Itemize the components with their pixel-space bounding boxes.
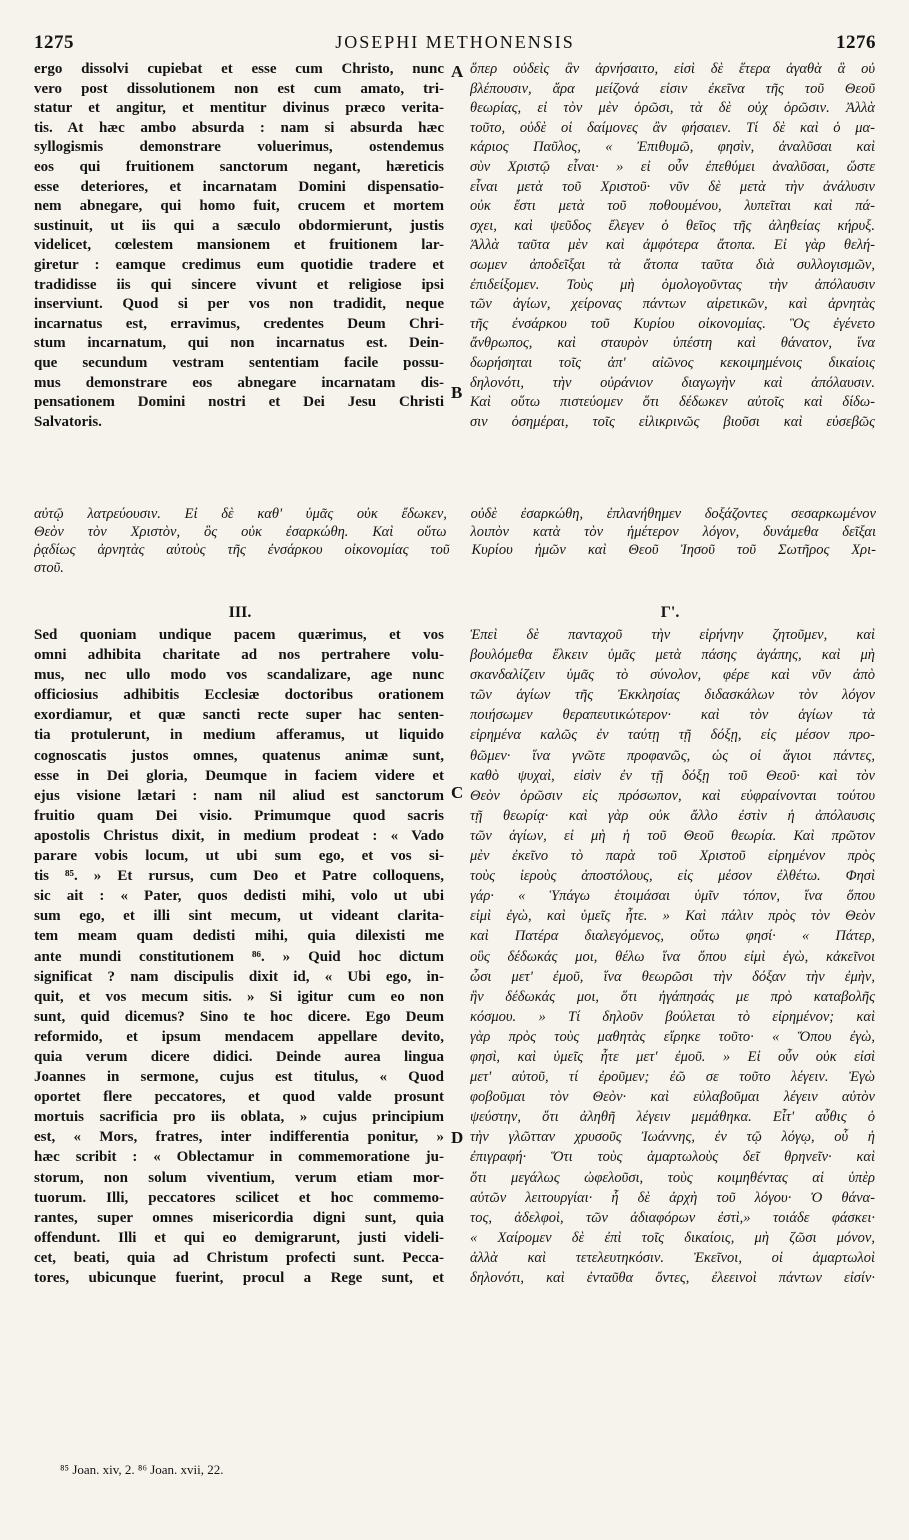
page-number-right: 1276 <box>836 32 876 53</box>
text-line: Salvatoris. <box>34 413 102 430</box>
text-line: nem abnegare, qui homo fuit, crucem et mortem <box>34 198 444 215</box>
text-line: eos qui fruitionem sanctorum negant, hæreticis <box>34 158 444 175</box>
text-line: esse deteriores, et incarnatam Domini dispensatio- <box>34 178 444 195</box>
text-line: exordiamur, et quæ sancti recte super hac senten- <box>34 707 444 724</box>
text-line: καὶ Πατέρα διαλεγόμενος, οὕτω φησί· « Πάτερ, <box>470 928 875 945</box>
text-line: δωρήσηται τοῖς ἀπ' αἰῶνος κεκοιμημένοις δικαίοις <box>470 354 875 371</box>
page-number-left: 1275 <box>34 32 74 53</box>
text-line: τοὺς ἱεροὺς ἀποστόλους, εἰς μέσον ἐλθέτω. Φησὶ <box>470 868 875 885</box>
text-line: officiosius adhibitis Ecclesiæ doctoribus orationem <box>34 687 444 704</box>
text-line: que secundum vestram sententiam facile possu- <box>34 354 444 371</box>
text-line: οὐκ ἔστι μετὰ τοῦ ποθουμένου, λυπεῖται καὶ πά- <box>470 198 875 215</box>
text-line: significat ? nam discipulis dixit id, « Ubi ego, in- <box>34 968 444 985</box>
text-line: κόσμου. » Τί δηλοῦν βούλεται τὸ εἰρημένον; καὶ <box>470 1008 875 1025</box>
text-line: est, « Mors, fratres, inter indifferentia ponitur, » <box>34 1129 444 1146</box>
text-line: rantes, super omnes misericordia digni sunt, quia <box>34 1209 444 1226</box>
text-line: tis ⁸⁵. » Et rursus, cum Deo et Patre colloquens, <box>34 868 444 885</box>
text-line: αὐτῶν λειτουργίαι· ἧ δὲ ἀρχὴ τοῦ λόγου· Ὁ θάνα- <box>470 1189 875 1206</box>
greek-column-top <box>470 60 875 432</box>
text-line: βουλόμεθα ἕλκειν ὑμᾶς μετὰ πάσης ἀγάπης, καὶ μὴ <box>470 647 875 664</box>
text-line: τῶν ἁγίων, χείρονας πάντων αἱρετικῶν, καὶ ἀρνητὰς <box>470 296 875 313</box>
text-line: Sed quoniam undique pacem quærimus, et vos <box>34 627 444 643</box>
text-line: οὓς δέδωκάς μοι, θέλω ἵνα ὅπου εἰμὶ ἐγὼ, κἀκεῖνοι <box>470 948 875 965</box>
text-line: κάριος Παῦλος, « Ἐπιθυμῶ, φησὶν, ἀναλῦσαι καὶ <box>470 139 875 156</box>
text-line: sum ego, et illi sint mecum, ut videant clarita- <box>34 908 444 925</box>
text-line: εἰρημένα καλῶς ἐν ταύτῃ τῇ δόξῃ, εἰς μέσον προ- <box>470 727 875 744</box>
margin-letter-c: C <box>451 783 464 802</box>
text-line: Θεὸν τὸν Χριστὸν, ὃς οὐκ ἐσαρκώθη. Καὶ οὕτω λοιπὸν κατὰ τὸν ἡμέτερον λόγον, δυνάμεθα δεῖξαι <box>34 524 876 540</box>
text-line: σκανδαλίζειν ὑμᾶς τὸ σύνολον, φέρε καὶ νῦν ἀπὸ <box>470 667 875 684</box>
text-line: videlicet, cœlestem mansionem et fruitionem lar- <box>34 237 444 254</box>
text-line: γὰρ πρὸς τοὺς μαθητὰς εἴρηκε τοῦτο· « Ὅπου ἐγὼ, <box>470 1028 875 1045</box>
text-line: τῶν ἁγίων τῆς Ἐκκλησίας διδασκάλων τὸν λόγον <box>470 687 875 704</box>
text-line: τοῦτο, οὐδὲ οἱ δαίμονες ἂν φήσαιεν. Τί δὲ καὶ ὁ μα- <box>470 119 875 136</box>
text-line: ψεύστην, ὅτι ἀληθῆ λέγειν μεμάθηκα. Εἶτ' αὖθις ὁ <box>470 1109 875 1126</box>
text-line: parare vobis locum, ut ubi sum ego, et vos si- <box>34 848 444 865</box>
text-line: δηλονότι, καὶ ἐνταῦθα ὄντες, ἐλεεινοὶ πάντων εἰσίν· <box>470 1270 875 1286</box>
text-line: τὴν γλῶτταν χρυσοῦς Ἰωάννης, ἐν τῷ λόγῳ, οὗ ἡ <box>470 1129 875 1146</box>
text-line: Joannes in sermone, cujus est titulus, « Quod <box>34 1069 444 1086</box>
margin-letter-d: D <box>451 1128 464 1147</box>
text-line: inserviunt. Quod si per vos non tradidit, neque <box>34 296 444 313</box>
section-heading-latin: III. <box>228 604 252 621</box>
text-line: ποιήσωμεν θεραπευτικώτερον· καὶ τὸν ἁγίων τὰ <box>470 707 875 724</box>
text-line: ἀλλὰ καὶ τετελευτηκόσιν. Ἐκεῖνοι, οἱ ἁμαρτωλοὶ <box>470 1249 875 1266</box>
text-line: ἐπιδείξομεν. Τοὺς μὴ ὁμολογοῦντας τὴν ἀπόλαυσιν <box>470 276 875 293</box>
greek-spanning-paragraph <box>34 505 876 577</box>
text-line: καθὸ ψυχαὶ, εἰσὶν ἐν τῇ δόξῃ τοῦ Θεοῦ· καὶ τὸν <box>470 767 875 784</box>
text-line: tradidisse iis qui sincere vivunt et religiose ipsi <box>34 276 444 293</box>
text-line: ejus visione lætari : nam nil aliud est sanctorum <box>34 787 444 804</box>
text-line: ante mundi constitutionem ⁸⁶. » Quid hoc dictum <box>34 948 444 965</box>
text-line: Ἀλλὰ ταῦτα μὲν καὶ ἀμφότερα ἄτοπα. Εἰ γὰρ θελή- <box>470 237 875 254</box>
text-line: ῥᾳδίως ἀρνητὰς αὐτοὺς τῆς ἐνσάρκου οἰκονομίας τοῦ Κυρίου ἡμῶν καὶ Θεοῦ Ἰησοῦ τοῦ Σωτῆρος Χρι- <box>34 542 876 558</box>
greek-column-bottom <box>470 625 875 1288</box>
text-line: Καὶ οὕτω πιστεύομεν ὅτι δέδωκεν αὐτοῖς καὶ δίδω- <box>470 394 875 411</box>
page-header <box>34 32 876 56</box>
text-line: τος, ἀδελφοὶ, τῶν ἀδιαφόρων ἐστὶ,» τοιάδε φάσκει· <box>470 1209 875 1226</box>
text-line: incarnatus est, erravimus, credentes Deum Chri- <box>34 315 444 332</box>
text-line: mus, nec ullo modo vos scandalizare, age nunc <box>34 667 444 684</box>
text-line: omni adhibita charitate ad nos pertrahere volu- <box>34 647 444 664</box>
running-title: JOSEPHI METHONENSIS <box>335 32 575 52</box>
text-line: ἐπιγραφή· Ὅτι τοὺς ἁμαρτωλοὺς δεῖ θρηνεῖν· καὶ <box>470 1149 875 1166</box>
text-line: quit, et vos mecum sitis. » Si igitur cum eo non <box>34 988 444 1005</box>
text-line: ergo dissolvi cupiebat et esse cum Christo, nunc <box>34 61 444 77</box>
text-line: sunt, quid dicemus? Sino te hoc dicere. Ego Deum <box>34 1008 444 1025</box>
text-line: αὐτῷ λατρεύουσιν. Εἰ δὲ καθ' ὑμᾶς οὐκ ἔδωκεν, οὐδὲ ἐσαρκώθη, ἐπλανήθημεν δοξάζοντες σεσαρκωμένον <box>34 506 876 522</box>
text-line: γάρ· « Ὑπάγω ἑτοιμάσαι ὑμῖν τόπον, ἵνα ὅπου <box>470 888 875 905</box>
text-line: βλέπουσιν, ἄρα μείζονά εἰσιν ἐκεῖνα τῆς τοῦ Θεοῦ <box>470 80 875 97</box>
text-line: mortuis sacrificia pro iis oblata, » cujus principium <box>34 1109 444 1126</box>
text-line: φοβοῦμαι τὸν Θεὸν· καὶ εὐλαβοῦμαι λέγειν αὐτὸν <box>470 1089 875 1106</box>
text-line: θῶμεν· ἵνα γνῶτε προφανῶς, ὡς οἱ ἅγιοι πάντες, <box>470 747 875 764</box>
text-line: fruitio quam Dei visio. Primumque quod sacris <box>34 807 444 824</box>
text-line: quia verum dicere didici. Deinde aurea lingua <box>34 1048 444 1065</box>
text-line: tuorum. Illi, peccatores scilicet et hoc commemo- <box>34 1189 444 1206</box>
text-line: μὲν ἐκεῖνο τὸ παρὰ τοῦ Χριστοῦ εἰρημένον πρὸς <box>470 848 875 865</box>
text-line: εἰμὶ ἐγὼ, καὶ ὑμεῖς ἦτε. » Καὶ πάλιν πρὸς τὸν Θεὸν <box>470 908 875 925</box>
latin-column-bottom <box>34 625 444 1288</box>
text-line: Ἐπεὶ δὲ πανταχοῦ τὴν εἰρήνην ζητοῦμεν, καὶ <box>470 627 875 643</box>
text-line: reformido, et ipsum mendacem appellare devito, <box>34 1028 444 1045</box>
text-line: θεωρίας, εἰ τὸν μὲν ὁρῶσι, τὰ δὲ οὐχ ὁρῶσιν. Ἀλλὰ <box>470 100 875 117</box>
text-line: offendunt. Illi et qui eo demigrarunt, justi videli- <box>34 1229 444 1246</box>
text-line: mus demonstrare eos abnegare incarnatam dis- <box>34 374 444 391</box>
text-line: pensationem Domini nostri et Dei Jesu Christi <box>34 394 444 411</box>
text-line: Θεὸν ὁρῶσιν εἰς πρόσωπον, καὶ εὐφραίνονται τούτου <box>470 787 875 804</box>
text-line: vero post dissolutionem non est cum amato, tri- <box>34 80 444 97</box>
footnotes: ⁸⁵ Joan. xiv, 2. ⁸⁶ Joan. xvii, 22. <box>60 1462 224 1477</box>
text-line: τῆς ἐνσάρκου τοῦ Κυρίου οἰκονομίας. Ὃς ἐγένετο <box>470 315 875 332</box>
text-line: tem meam quam dedisti mihi, quia dilexisti me <box>34 928 444 945</box>
text-line: σὺν Χριστῷ εἶναι· » εἰ οὖν ἐπεθύμει ἀναλῦσαι, ὥστε <box>470 158 875 175</box>
text-line: sic ait : « Pater, quos dedisti mihi, volo ut ubi <box>34 888 444 905</box>
text-line: storum, non solum viventium, verum etiam mor- <box>34 1169 444 1186</box>
text-line: cet, beati, quia ad Christum profecti sunt. Pecca- <box>34 1249 444 1266</box>
text-line: τῇ θεωρίᾳ· καὶ γὰρ οὐκ ἄλλο ἐστὶν ἡ ἀπόλαυσις <box>470 807 875 824</box>
text-line: στοῦ. <box>34 560 64 576</box>
text-line: ὦσι μετ' ἐμοῦ, ἵνα θεωρῶσι τὴν δόξαν τὴν ἐμὴν, <box>470 968 875 985</box>
text-line: syllogismis demonstrare voluerimus, ostendemus <box>34 139 444 156</box>
text-line: ὅτι μεγάλως ὠφελοῦσι, τοὺς κοιμηθέντας αἱ ὑπὲρ <box>470 1169 875 1186</box>
text-line: oportet flere peccatores, et quod valde prosunt <box>34 1089 444 1106</box>
text-line: tis. At hæc ambo absurda : nam si absurda hæc <box>34 119 444 136</box>
text-line: statur et angitur, et mentitur divinus præco verita- <box>34 100 444 117</box>
text-line: ἣν δέδωκάς μοι, ὅτι ἠγάπησάς με πρὸ καταβολῆς <box>470 988 875 1005</box>
text-line: tia protulerunt, in medium afferamus, ut liquido <box>34 727 444 744</box>
text-line: σωμεν ἀποδεῖξαι τὰ ἄτοπα ταῦτα διὰ συλλογισμῶν, <box>470 256 875 273</box>
text-line: ὅπερ οὐδεὶς ἂν ἀρνήσαιτο, εἰσὶ δὲ ἕτερα ἀγαθὰ ἃ οὐ <box>470 61 875 77</box>
text-line: μετ' αὐτοῦ, τί ἐροῦμεν; ἐῶ σε τοῦτο λέγειν. Ἐγὼ <box>470 1069 875 1086</box>
text-line: giretur : eamque credimus eum quotidie tradere et <box>34 256 444 273</box>
text-line: δηλονότι, τὴν οὐράνιον διαγωγὴν καὶ ἀπόλαυσιν. <box>470 374 875 391</box>
text-line: hæc scribit : « Oblectamur in commemoratione ju- <box>34 1149 444 1166</box>
text-line: σχει, καὶ ψεῦδος ἔλεγεν ὁ θεῖος τῆς ἀληθείας κήρυξ. <box>470 217 875 234</box>
margin-letter-b: B <box>451 383 463 402</box>
text-line: cognoscatis justos omnes, quatenus animæ sunt, <box>34 747 444 764</box>
text-line: tores, ubicunque fuerint, procul a Rege sunt, et <box>34 1270 444 1286</box>
section-heading-greek: Γ'. <box>660 604 680 621</box>
text-line: εἶναι μετὰ τοῦ Χριστοῦ· νῦν δὲ μετὰ τὴν ἀνάλυσιν <box>470 178 875 195</box>
text-line: τῶν ἁγίων, εἰ μὴ ἡ τοῦ Θεοῦ θεωρία. Καὶ πρῶτον <box>470 827 875 844</box>
latin-column-top <box>34 60 444 432</box>
text-line: ἄνθρωπος, καὶ σταυρὸν ὑπέστη καὶ θάνατον, ἵνα <box>470 335 875 352</box>
text-line: sustinuit, ut iis qui a sæculo obdormierunt, justis <box>34 217 444 234</box>
text-line: « Χαίρομεν δὲ ἐπὶ τοῖς δικαίοις, μὴ ζῶσι μόνον, <box>470 1229 875 1246</box>
margin-letter-a: A <box>451 62 464 81</box>
text-line: stum incarnatum, qui non incarnatus est. Dein- <box>34 335 444 352</box>
text-line: esse in Dei gloria, Deumque in faciem videre et <box>34 767 444 784</box>
text-line: φησὶ, καὶ ὑμεῖς ἦτε μετ' ἐμοῦ. » Εἰ οὖν οὐκ εἰσὶ <box>470 1048 875 1065</box>
text-line: apostolis Christus dixit, in medium prodeat : « Vado <box>34 827 444 844</box>
text-line: σιν ὁσημέραι, τοῖς εἰλικρινῶς βιοῦσι καὶ εὐσεβῶς <box>470 413 875 430</box>
